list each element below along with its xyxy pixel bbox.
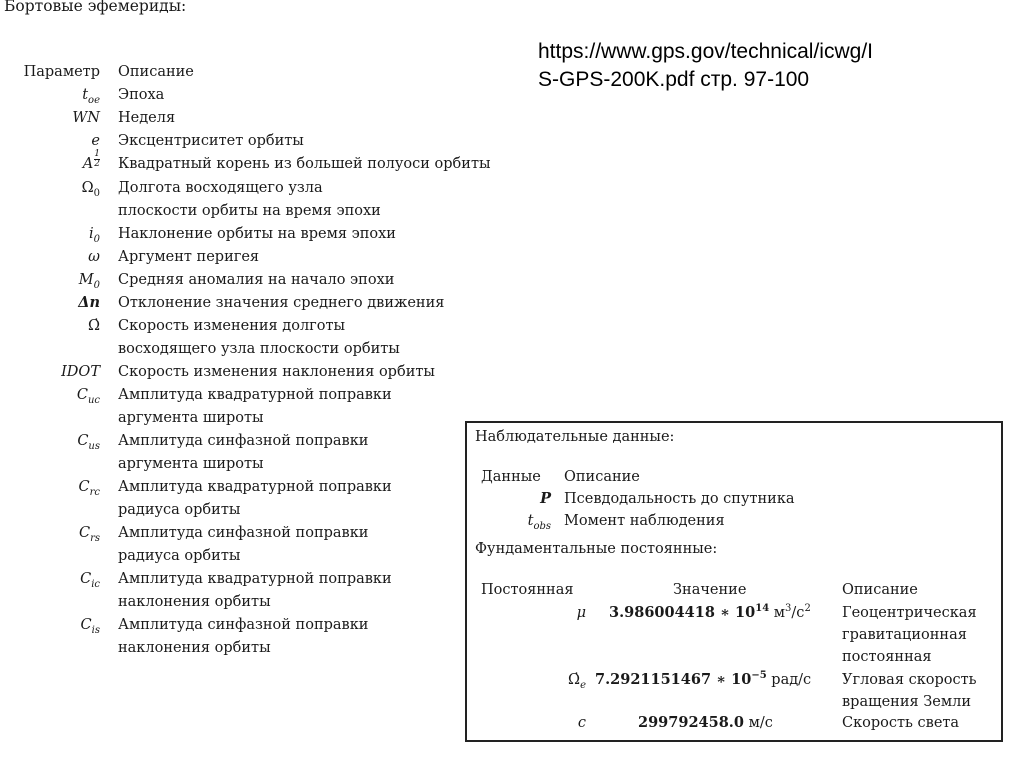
param-description: Отклонение значения среднего движения: [118, 295, 445, 311]
param-description: Амплитуда квадратурной поправки: [118, 479, 392, 495]
obs-description: Момент наблюдения: [564, 513, 725, 529]
param-description: Наклонение орбиты на время эпохи: [118, 226, 396, 242]
obs-symbol: $t_{obs}$: [527, 513, 551, 532]
param-description: Неделя: [118, 110, 176, 126]
observations-constants-box: [465, 421, 1003, 742]
param-description: аргумента широты: [118, 410, 264, 426]
param-description: Скорость изменения наклонения орбиты: [118, 364, 435, 380]
param-description: Амплитуда синфазной поправки: [118, 525, 369, 541]
obs-description: Псевдодальность до спутника: [564, 491, 795, 507]
param-description: Эксцентриситет орбиты: [118, 133, 304, 149]
const-value: 7.2921151467 ∗ $10^{-5}$ рад/с: [595, 670, 812, 688]
const-description: Скорость света: [842, 715, 960, 731]
param-description: Амплитуда синфазной поправки: [118, 433, 369, 449]
param-description: Эпоха: [118, 87, 165, 103]
url-line-2[interactable]: S-GPS-200K.pdf стр. 97-100: [538, 68, 810, 91]
param-description: Средняя аномалия на начало эпохи: [118, 272, 395, 288]
const-symbol: μ: [576, 605, 586, 621]
param-symbol: A $\frac{1}{2}$: [82, 149, 100, 172]
param-description: наклонения орбиты: [118, 640, 271, 656]
param-description: восходящего узла плоскости орбиты: [118, 341, 400, 357]
header-desc: Описание: [118, 64, 194, 80]
param-description: Амплитуда синфазной поправки: [118, 617, 369, 633]
param-symbol: Ω̇: [87, 318, 100, 334]
param-description: аргумента широты: [118, 456, 264, 472]
param-description: Амплитуда квадратурной поправки: [118, 571, 392, 587]
const-description: постоянная: [842, 649, 932, 665]
param-symbol: $C_{us}$: [77, 433, 100, 452]
param-description: Квадратный корень из большей полуоси орбиты: [118, 156, 491, 172]
param-symbol: $t_{oe}$: [82, 87, 100, 106]
param-description: наклонения орбиты: [118, 594, 271, 610]
header-param: Параметр: [23, 64, 100, 80]
observations-title: Наблюдательные данные:: [475, 429, 675, 445]
obs-header-desc: Описание: [564, 469, 640, 485]
param-symbol: WN: [72, 110, 100, 126]
param-symbol: $C_{rc}$: [78, 479, 100, 498]
const-header-const: Постоянная: [481, 582, 574, 598]
obs-header-data: Данные: [481, 469, 541, 485]
param-description: Амплитуда квадратурной поправки: [118, 387, 392, 403]
const-header-desc: Описание: [842, 582, 918, 598]
const-description: вращения Земли: [842, 694, 972, 710]
const-symbol: c: [577, 715, 586, 731]
param-symbol: Δn: [78, 294, 100, 311]
obs-symbol: P: [540, 490, 551, 507]
param-description: Долгота восходящего узла: [118, 180, 323, 196]
param-symbol: e: [91, 133, 100, 149]
param-symbol: $i_0$: [88, 226, 100, 245]
const-value: 299792458.0 м/с: [638, 714, 773, 731]
const-description: Геоцентрическая: [842, 605, 977, 621]
param-description: плоскости орбиты на время эпохи: [118, 203, 381, 219]
param-symbol: $C_{ic}$: [80, 571, 100, 590]
const-value: 3.986004418 ∗ $10^{14}$ $м^3/c^2$: [609, 603, 811, 621]
url-line-1[interactable]: https://www.gps.gov/technical/icwg/I: [538, 40, 873, 63]
const-symbol: $\Omegȧ_e$: [568, 672, 586, 691]
param-symbol: IDOT: [61, 364, 100, 380]
param-description: радиуса орбиты: [118, 548, 241, 564]
const-description: гравитационная: [842, 627, 967, 643]
param-symbol: $\Omega_0$: [81, 180, 100, 199]
param-symbol: $C_{uc}$: [76, 387, 100, 406]
const-description: Угловая скорость: [842, 672, 977, 688]
param-symbol: ω: [88, 249, 100, 265]
param-description: Аргумент перигея: [118, 249, 260, 265]
param-description: Скорость изменения долготы: [118, 318, 346, 334]
constants-title: Фундаментальные постоянные:: [475, 541, 718, 557]
page-title: Бортовые эфемериды:: [4, 0, 187, 15]
param-symbol: $C_{is}$: [80, 617, 100, 636]
param-symbol: $C_{rs}$: [78, 525, 100, 544]
param-description: радиуса орбиты: [118, 502, 241, 518]
const-header-value: Значение: [673, 582, 747, 598]
source-url[interactable]: [538, 38, 873, 94]
param-symbol: $M_0$: [78, 272, 100, 291]
